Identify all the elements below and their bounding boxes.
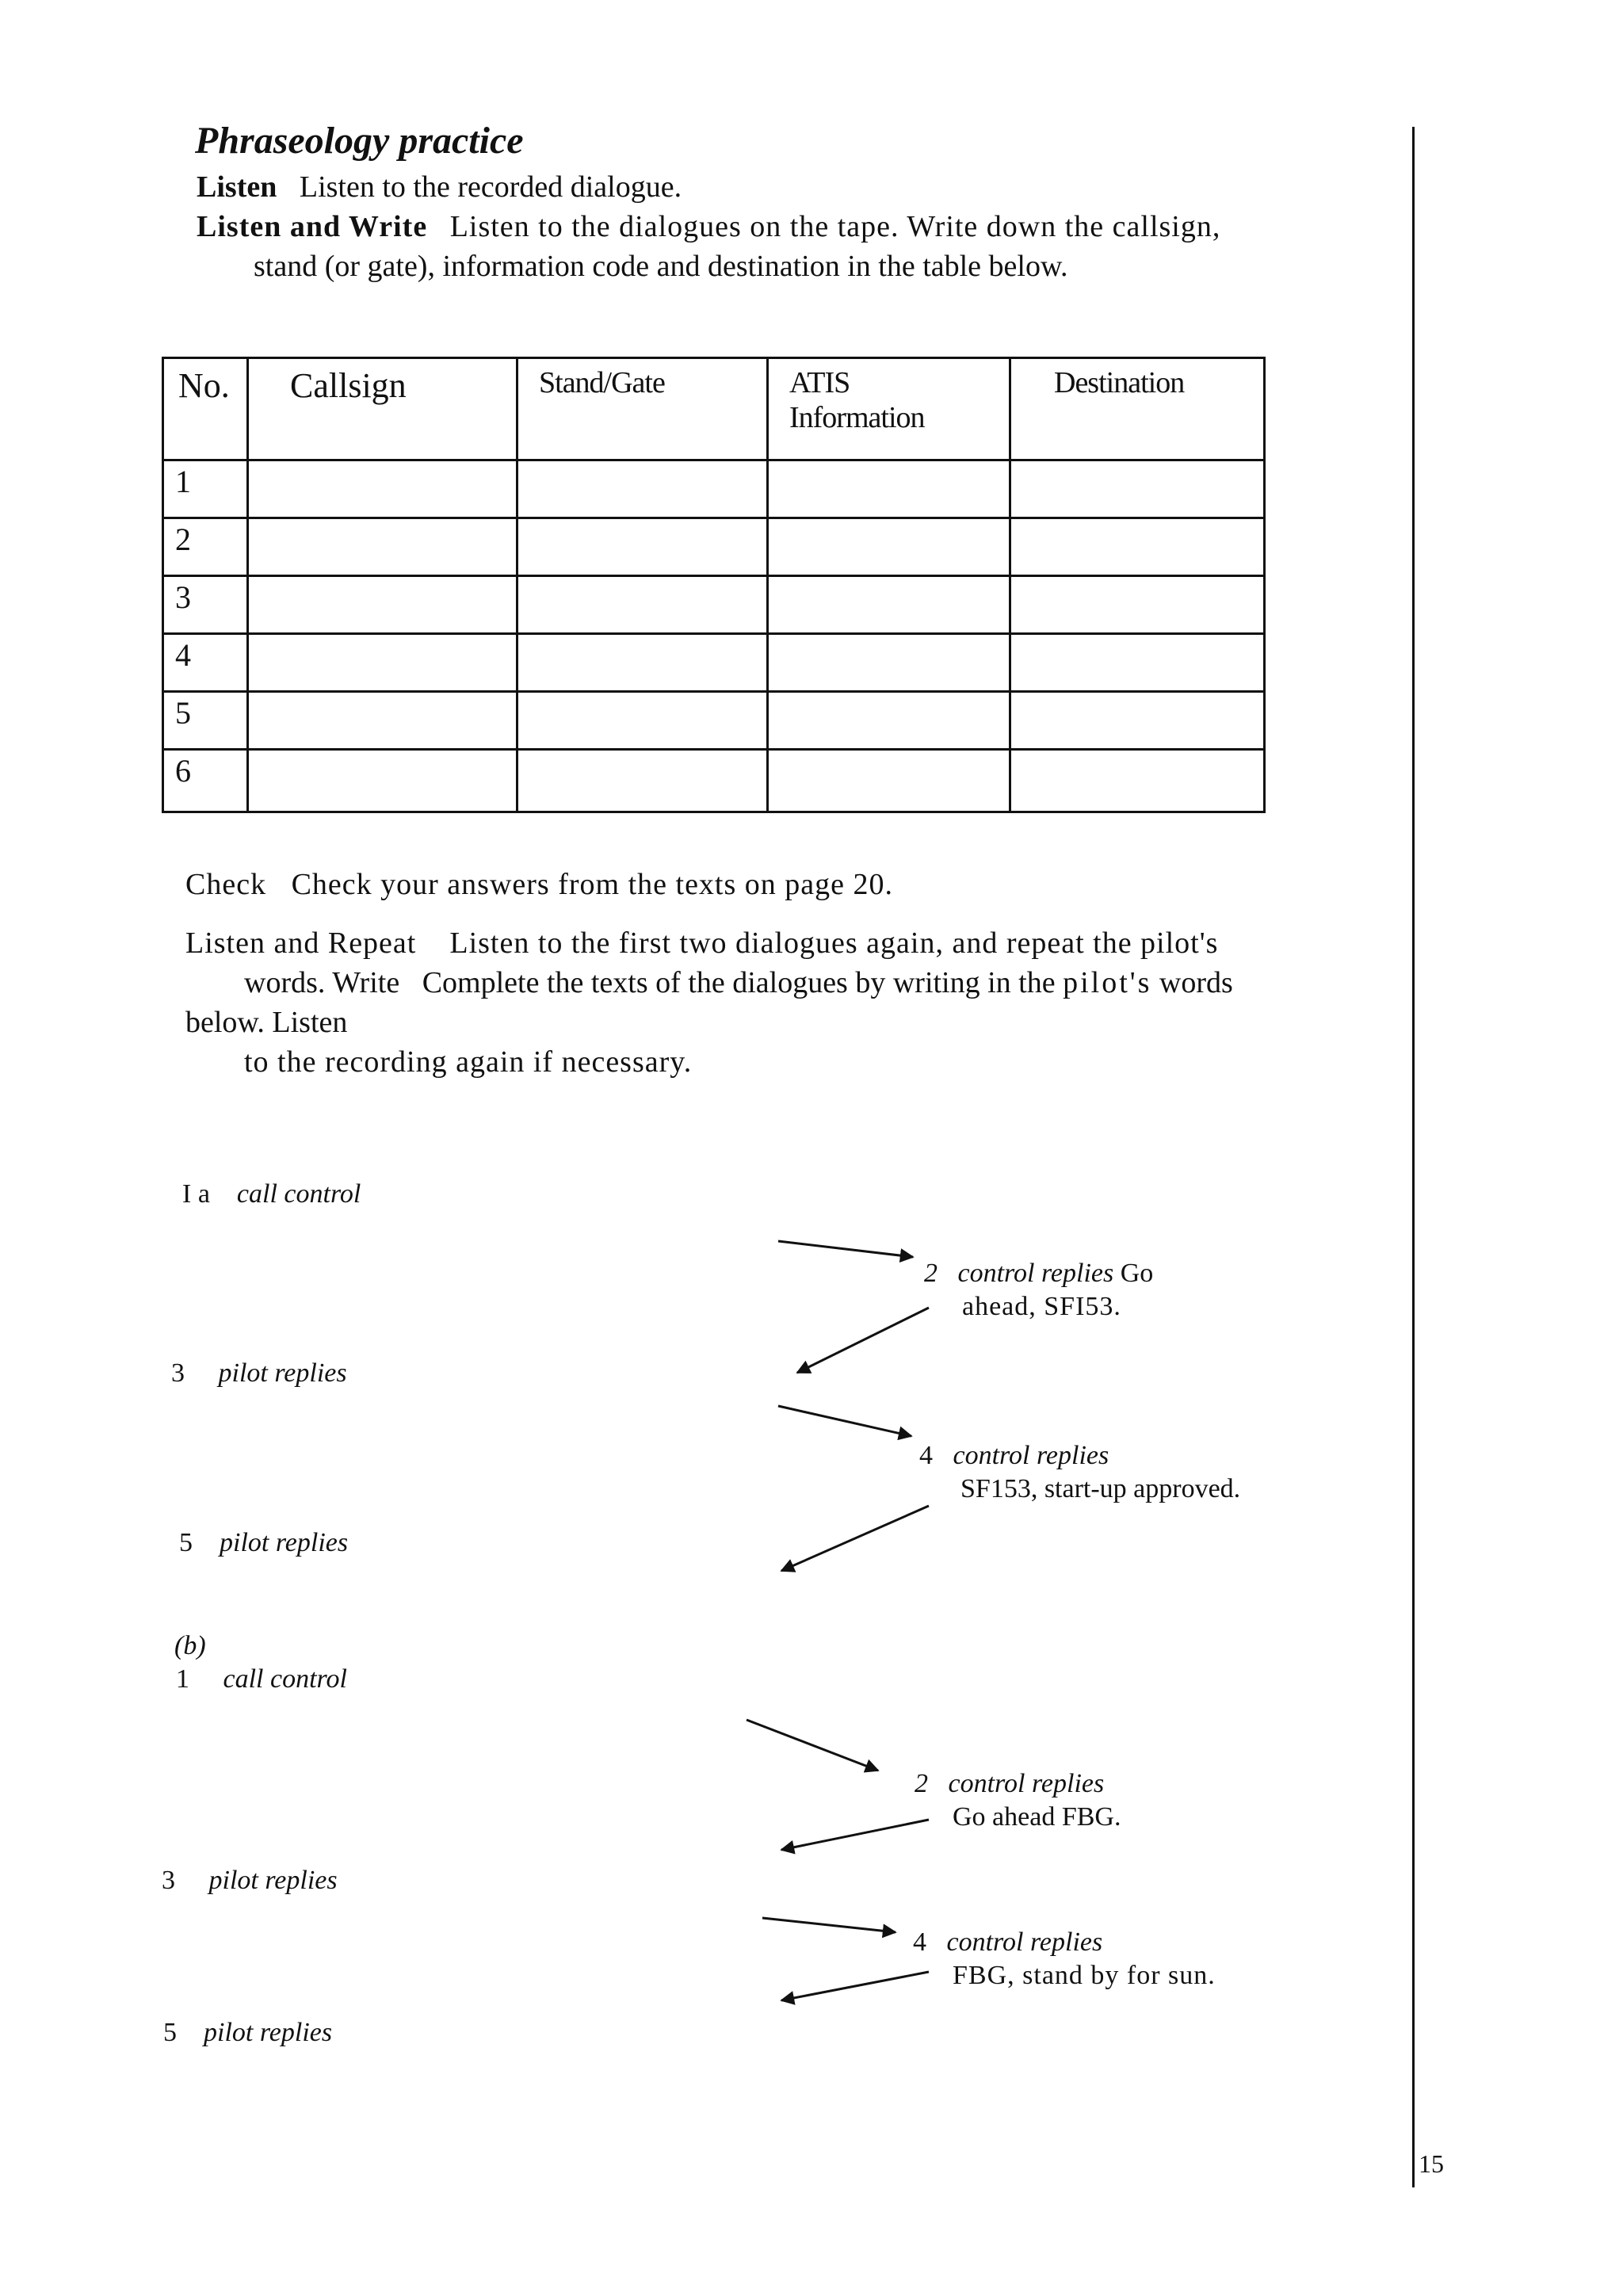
step-label: control replies [957, 1259, 1114, 1288]
atis-cell[interactable] [768, 460, 1010, 518]
check-label: Check [185, 868, 267, 901]
step-number: 3 [162, 1866, 175, 1895]
dialogue-b-step-1 [176, 1664, 347, 1694]
atis-cell[interactable] [768, 750, 1010, 812]
dialogue-a-step-3 [171, 1358, 347, 1389]
step-number: 4 [919, 1441, 933, 1470]
dialogue-b-step-4 [913, 1927, 1102, 1958]
destination-cell[interactable] [1010, 634, 1265, 692]
header-no: No. [163, 358, 248, 460]
step-label: pilot replies [208, 1866, 338, 1895]
table-row [163, 576, 1265, 634]
dialogue-a-step-2 [924, 1259, 1153, 1289]
dialogue-a-step-2-cont: ahead, SFI53. [962, 1292, 1121, 1321]
stand-gate-cell[interactable] [517, 518, 768, 576]
header-atis-line2: Information [789, 401, 925, 434]
listen-repeat-instruction [185, 926, 1218, 961]
row-number: 3 [163, 576, 248, 634]
destination-cell[interactable] [1010, 692, 1265, 750]
arrow-a-3-to-4 [778, 1406, 911, 1436]
row-number: 4 [163, 634, 248, 692]
listen-write-text: Listen to the dialogues on the tape. Write down the callsign, [449, 210, 1221, 243]
dialogue-b-step-4-text: FBG, stand by for sun. [953, 1961, 1216, 1990]
stand-gate-cell[interactable] [517, 460, 768, 518]
destination-cell[interactable] [1010, 576, 1265, 634]
dialogue-b-marker: (b) [174, 1631, 206, 1660]
callsign-cell[interactable] [248, 634, 517, 692]
row-number: 5 [163, 692, 248, 750]
step-label: call control [236, 1179, 361, 1209]
step-number: 5 [179, 1528, 193, 1557]
step-number: 2 [924, 1259, 938, 1288]
destination-cell[interactable] [1010, 750, 1265, 812]
listen-repeat-text: Listen to the first two dialogues again, and repeat the pilot's [449, 926, 1219, 960]
dialogue-b-step-2-text: Go ahead FBG. [953, 1802, 1121, 1832]
pilots-word: pilot's [1063, 966, 1152, 999]
listen-repeat-line-3: below. Listen [185, 1006, 348, 1039]
row-number: 1 [163, 460, 248, 518]
table-row [163, 634, 1265, 692]
header-destination: Destination [1010, 358, 1265, 460]
arrow-a-2-to-3 [797, 1308, 929, 1373]
listen-text: Listen to the recorded dialogue. [299, 170, 682, 204]
dialogue-a-step-1 [182, 1179, 361, 1209]
control-text: Go [1120, 1259, 1154, 1288]
stand-gate-cell[interactable] [517, 750, 768, 812]
header-callsign: Callsign [248, 358, 517, 460]
dialogue-b-step-3 [162, 1866, 338, 1896]
listen-write-instruction [197, 209, 1220, 244]
listen-label: Listen [197, 170, 277, 204]
arrow-b-4-to-5 [781, 1972, 929, 2000]
destination-cell[interactable] [1010, 460, 1265, 518]
dialogue-b-step-2 [915, 1769, 1104, 1799]
header-atis-line1: ATIS [789, 366, 850, 399]
table-row [163, 518, 1265, 576]
header-atis [768, 358, 1010, 460]
step-label: pilot replies [204, 2018, 333, 2047]
check-text: Check your answers from the texts on page 20. [291, 868, 894, 901]
row-number: 6 [163, 750, 248, 812]
atis-cell[interactable] [768, 576, 1010, 634]
step-label: call control [223, 1664, 347, 1694]
callsign-cell[interactable] [248, 750, 517, 812]
step-label: control replies [953, 1441, 1109, 1470]
step-number: 1 [176, 1664, 189, 1694]
step-number: 3 [171, 1358, 185, 1388]
step-number: 5 [163, 2018, 177, 2047]
atis-cell[interactable] [768, 692, 1010, 750]
write-text: Complete the texts of the dialogues by writing in the [422, 966, 1056, 999]
atis-cell[interactable] [768, 634, 1010, 692]
step-label: pilot replies [220, 1528, 349, 1557]
callsign-cell[interactable] [248, 460, 517, 518]
step-number: 2 [915, 1769, 928, 1798]
row-number: 2 [163, 518, 248, 576]
page-number: 15 [1419, 2149, 1444, 2178]
header-stand-gate: Stand/Gate [517, 358, 768, 460]
step-label: control replies [948, 1769, 1105, 1798]
step-label: control replies [946, 1927, 1103, 1957]
listen-repeat-line-4: to the recording again if necessary. [244, 1045, 693, 1079]
table-row [163, 460, 1265, 518]
step-number: I a [182, 1179, 210, 1209]
table-header-row [163, 358, 1265, 460]
step-number: 4 [913, 1927, 926, 1957]
stand-gate-cell[interactable] [517, 692, 768, 750]
step-label: pilot replies [218, 1358, 347, 1388]
arrow-a-4-to-5 [781, 1506, 929, 1571]
dialogue-b-step-5 [163, 2018, 332, 2048]
arrow-b-2-to-3 [781, 1820, 929, 1850]
listen-repeat-line-2 [244, 965, 1233, 1000]
table-row [163, 692, 1265, 750]
callsign-cell[interactable] [248, 518, 517, 576]
check-instruction [185, 867, 893, 902]
dialogue-a-step-5 [179, 1528, 348, 1558]
listen-instruction [197, 170, 682, 204]
callsign-cell[interactable] [248, 692, 517, 750]
words-word: words [1159, 966, 1233, 999]
listen-write-text-cont: stand (or gate), information code and destination in the table below. [254, 250, 1068, 283]
listen-repeat-label: Listen and Repeat [185, 926, 417, 960]
margin-rule [1412, 127, 1415, 2187]
atis-cell[interactable] [768, 518, 1010, 576]
dialogue-a-step-4-text: SF153, start-up approved. [960, 1474, 1241, 1503]
stand-gate-cell[interactable] [517, 634, 768, 692]
arrow-a-1-to-2 [778, 1241, 913, 1257]
arrow-b-3-to-4 [762, 1918, 896, 1932]
dialogue-a-step-4 [919, 1441, 1109, 1471]
listen-write-label: Listen and Write [197, 210, 428, 243]
callsign-cell[interactable] [248, 576, 517, 634]
arrow-b-1-to-2 [747, 1720, 878, 1771]
destination-cell[interactable] [1010, 518, 1265, 576]
stand-gate-cell[interactable] [517, 576, 768, 634]
write-label: words. Write [244, 966, 400, 999]
page-title: Phraseology practice [195, 120, 524, 162]
answer-table [162, 357, 1266, 813]
table-row [163, 750, 1265, 812]
